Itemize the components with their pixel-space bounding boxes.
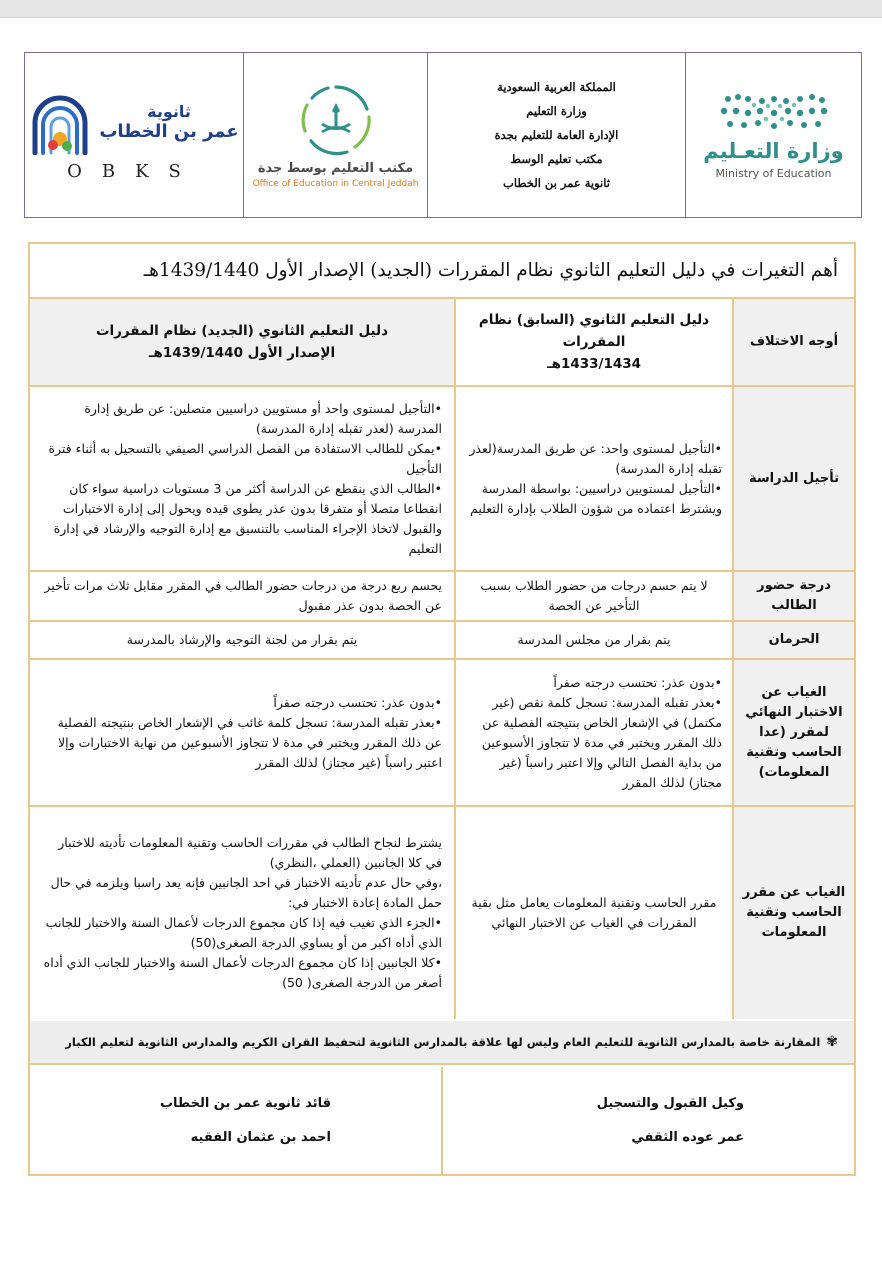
table-row xyxy=(30,622,854,660)
new-deferral-item: •التأجيل لمستوى واحد أو مستويين دراسيين متصلين: عن طريق إدارة المدرسة (لعذر تقبله إدارة المدرسة) xyxy=(84,400,442,436)
column-header-old-line1: دليل التعليم الثانوي (السابق) نظام المقررات xyxy=(478,312,710,350)
column-header-old xyxy=(454,299,732,385)
row-aspect-computer: الغياب عن مقرر الحاسب وتقنية المعلومات xyxy=(732,807,854,1019)
signature-registrar xyxy=(441,1067,854,1174)
office-name: مكتب التعليم بوسط جدة xyxy=(257,161,414,176)
table-header-row xyxy=(30,299,854,387)
note-text: المقارنة خاصة بالمدارس الثانوية للتعليم العام وليس لها علاقة بالمدارس الثانوية لتحفيظ القران الكريم والمدارس الثانوية لتعليم الكبار xyxy=(65,1035,821,1049)
registrar-name: عمر عوده الثقفي xyxy=(631,1129,744,1145)
row-old-deprivation: يتم بقرار من مجلس المدرسة xyxy=(454,622,732,658)
row-new-deferral xyxy=(30,387,454,570)
new-computer-item: يشترط لنجاح الطالب في مقررات الحاسب وتقنية المعلومات تأديته للاختبار في كلا الجانبين (العملي ،النظري) xyxy=(58,835,442,870)
ministry-name-en: Ministry of Education xyxy=(715,166,832,180)
school-abbreviation: OBKS xyxy=(67,160,201,182)
office-logo-cell xyxy=(243,53,427,217)
column-header-aspect: أوجه الاختلاف xyxy=(732,299,854,385)
ministry-logo-cell xyxy=(685,53,861,217)
table-row xyxy=(30,660,854,807)
row-old-absence xyxy=(454,660,732,805)
new-computer-item: •الجزء الذي تغيب فيه إذا كان مجموع الدرجات لأعمال السنة والاختبار للجانب الذي أداه اكبر من أو يساوي الدرجة الصغرى(50) xyxy=(45,915,442,950)
row-aspect-deferral: تأجيل الدراسة xyxy=(732,387,854,570)
new-computer-item: •كلا الجانبين إذا كان مجموع الدرجات لأعمال السنة والاختبار للجانب الذي أداه أصغر من الدرجة الصغرى( 50) xyxy=(43,955,442,990)
old-deferral-item: •التأجيل لمستوى واحد: عن طريق المدرسة(لعذر تقبله إدارة المدرسة) xyxy=(469,440,722,476)
row-aspect-deprivation: الحرمان xyxy=(732,622,854,658)
new-computer-item: ،وفي حال عدم تأديته الاختبار في احد الجانبين فإنه يعد راسبا ويلزمه في حال حمل المادة إعادة الاختبار في: xyxy=(50,875,442,910)
column-header-old-line2: 1433/1434هـ xyxy=(546,356,642,372)
signature-row xyxy=(30,1067,854,1174)
row-aspect-attendance: درجة حضور الطالب xyxy=(732,572,854,620)
new-absence-item: •بدون عذر: تحتسب درجته صفراً xyxy=(273,694,442,710)
table-row xyxy=(30,387,854,572)
title-kingdom: المملكة العربية السعودية xyxy=(497,80,616,94)
comparison-table xyxy=(28,242,856,1176)
school-logo-line2: عمر بن الخطاب xyxy=(99,120,239,142)
school-arch-icon xyxy=(29,89,91,155)
ministry-name: وزارة التعـليم xyxy=(703,138,844,163)
row-old-deferral xyxy=(454,387,732,570)
signature-principal xyxy=(30,1067,441,1174)
title-ministry: وزارة التعليم xyxy=(526,104,587,118)
row-old-computer: مقرر الحاسب وتقنية المعلومات يعامل مثل بقية المقررات في الغياب عن الاختبار النهائي xyxy=(454,807,732,1019)
new-absence-item: •بعذر تقبله المدرسة: تسجل كلمة غائب في الإشعار الخاص بنتيجته الفصلية عن ذلك المقرر ويختبر في مدة لا تتجاوز الأسبوعين من نهاية الاختبارات وإلا اعتبر راسباً (غير مجتاز) لذلك المقرر xyxy=(57,714,442,770)
school-logo-cell xyxy=(25,53,243,217)
title-directorate: الإدارة العامة للتعليم بجدة xyxy=(494,128,619,142)
registrar-title: وكيل القبول والتسجيل xyxy=(596,1095,744,1111)
row-aspect-absence: الغياب عن الاختبار النهائي لمقرر (عدا الحاسب وتقنية المعلومات) xyxy=(732,660,854,805)
principal-title: قائد ثانوية عمر بن الخطاب xyxy=(159,1095,331,1111)
row-new-absence xyxy=(30,660,454,805)
letterhead xyxy=(24,52,862,218)
office-emblem-icon xyxy=(297,81,375,159)
office-name-en: Office of Education in Central Jeddah xyxy=(252,179,419,189)
title-office: مكتب تعليم الوسط xyxy=(510,152,603,166)
document-title: أهم التغيرات في دليل التعليم الثانوي نظام المقررات (الجديد) الإصدار الأول 1439/1440هـ xyxy=(30,244,854,299)
old-absence-item: •بدون عذر: تحتسب درجته صفراً xyxy=(553,674,722,690)
browser-top-strip xyxy=(0,0,882,18)
school-logo-line1: ثانوية xyxy=(147,101,191,121)
row-new-deprivation: يتم بقرار من لجنة التوجيه والإرشاد بالمدرسة xyxy=(126,632,358,647)
ministry-dots-logo-icon xyxy=(714,91,834,135)
old-deferral-item: •التأجيل لمستويين دراسيين: بواسطة المدرسة ويشترط اعتماده من شؤون الطلاب بإدارة التعليم xyxy=(470,480,722,516)
column-header-new-line1: دليل التعليم الثانوي (الجديد) نظام المقررات xyxy=(95,323,389,339)
principal-name: احمد بن عثمان الفقيه xyxy=(190,1129,331,1145)
row-old-attendance: لا يتم حسم درجات من حضور الطلاب بسبب التأخير عن الحصة xyxy=(454,572,732,620)
new-attendance-text: يحسم ربع درجة من درجات حضور الطالب في المقرر مقابل ثلاث مرات تأخير عن الحصة بدون عذر مقبول xyxy=(44,578,442,613)
new-deferral-item: •يمكن للطالب الاستفادة من الفصل الدراسي الصيفي بالتسجيل به أثناء فترة التأجيل xyxy=(48,440,442,476)
new-deferral-item: •الطالب الذي ينقطع عن الدراسة أكثر من 3 مستويات دراسية سواء كان انقطاعا متصلا أو متفرقا بدون عذر يطوى قيده ويحول إلى إدارة الاختبارات والقبول لاتخاذ الإجراء المناسب بالتنسيق مع إدارة التوجيه والإرشاد في إدارة التعليم xyxy=(53,480,442,556)
column-header-new xyxy=(30,299,454,385)
flower-bullet-icon: ✾ xyxy=(826,1034,838,1050)
comparison-note xyxy=(30,1021,854,1065)
old-absence-item: •بعذر تقبله المدرسة: تسجل كلمة نقص (غير مكتمل) في الإشعار الخاص بنتيجته الفصلية عن ذلك المقرر ويختبر في مدة لا تتجاوز الأسبوعين من بداية الفصل التالي وإلا اعتبر راسباً (غير مجتاز) لذلك المقرر xyxy=(481,694,722,790)
row-new-computer xyxy=(30,807,454,1019)
letterhead-titles xyxy=(427,53,685,217)
table-row xyxy=(30,807,854,1019)
title-school: ثانوية عمر بن الخطاب xyxy=(503,176,610,190)
column-header-new-line2: الإصدار الأول 1439/1440هـ xyxy=(148,345,336,361)
table-row xyxy=(30,572,854,622)
row-new-attendance xyxy=(30,572,454,620)
